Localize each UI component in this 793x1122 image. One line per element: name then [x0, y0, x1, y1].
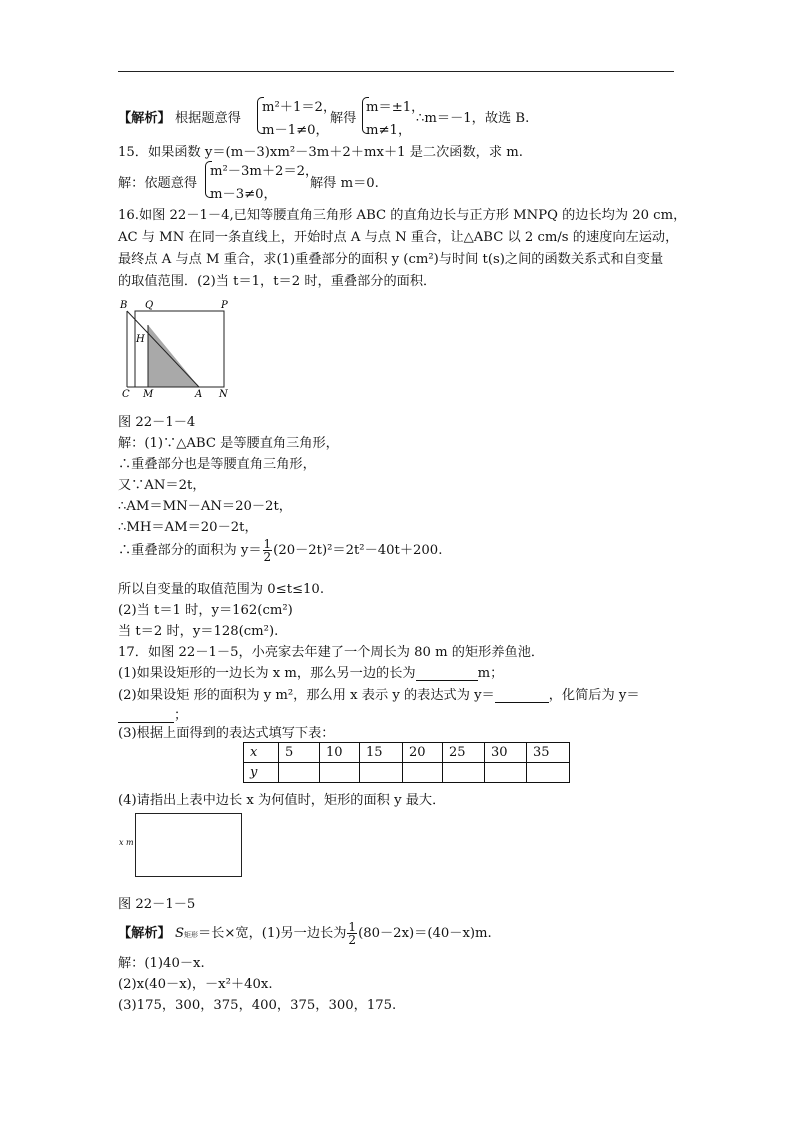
q15-question: 15．如果函数 y＝(m－3)xm²－3m＋2＋mx＋1 是二次函数，求 m.: [118, 145, 523, 160]
q17-solution-1: 解：(1)40－x.: [118, 956, 205, 971]
top-rule: [118, 71, 674, 72]
table-cell[interactable]: [360, 763, 403, 783]
q17-solution-3: (3)175，300，375，400，375，300，175.: [118, 998, 397, 1013]
part-1-text: (1)如果设矩形的一边长为 x m，那么另一边的长为: [118, 666, 416, 681]
table-row: [244, 763, 570, 783]
q14-system-2-row-2: m≠1，: [366, 123, 412, 138]
label-c: C: [122, 389, 130, 400]
q16-line-3: 最终点 A 与点 M 重合，求(1)重叠部分的面积 y (cm²)与时间 t(s)之间的函数关系式和自变量: [118, 252, 664, 267]
q16-solution-2: ∴重叠部分也是等腰直角三角形，: [118, 457, 316, 472]
fraction: [347, 921, 357, 946]
q15-lead: 解：依题意得: [118, 176, 198, 191]
q16-solution-1: 解：(1)∵△ABC 是等腰直角三角形，: [118, 436, 339, 451]
figure-22-1-4: [115, 298, 245, 400]
figure-caption: 图 22－1－5: [118, 897, 196, 912]
answer-blank[interactable]: [495, 687, 549, 703]
analysis-tag: 【解析】: [118, 926, 171, 941]
q16-solution-3: 又∵AN＝2t，: [118, 478, 206, 493]
q15-system-row-1: m²－3m＋2＝2，: [210, 164, 319, 179]
analysis-post: (80－2x)＝(40－x)m.: [358, 926, 492, 941]
q16-area-formula: [118, 538, 442, 563]
q14-tail: ∴m＝－1，故选 B.: [416, 111, 530, 126]
q16-line-4: 的取值范围．(2)当 t＝1，t＝2 时，重叠部分的面积．: [118, 274, 437, 289]
denominator: 2: [263, 550, 272, 564]
label-p: P: [221, 300, 228, 311]
q15-tail: 解得 m＝0.: [310, 176, 379, 191]
q16-answer-1: (2)当 t＝1 时，y＝162(cm²): [118, 603, 293, 618]
fraction: [263, 538, 273, 563]
q17-solution-2: (2)x(40－x)，－x²＋40x.: [118, 977, 273, 992]
q17-analysis: [118, 921, 492, 946]
numerator: 1: [348, 920, 357, 934]
answer-blank[interactable]: [118, 707, 174, 723]
analysis-mid: ＝长×宽，(1)另一边长为: [198, 926, 347, 941]
part-2-mid: ，化简后为 y＝: [548, 688, 640, 703]
q17-part-1: [118, 662, 503, 681]
area-suffix: (20－2t)²＝2t²－40t＋200.: [273, 543, 443, 558]
table-cell: y: [244, 763, 279, 783]
value-table: [243, 742, 570, 783]
q16-solution-5: ∴MH＝AM＝20－2t，: [118, 520, 258, 535]
label-a: A: [195, 389, 203, 400]
q17-part-4: (4)请指出上表中边长 x 为何值时，矩形的面积 y 最大．: [118, 793, 446, 808]
q16-line-2: AC 与 MN 在同一条直线上，开始时点 A 与点 N 重合，让△ABC 以 2 cm/s 的速度向左运动，: [118, 230, 679, 245]
area-symbol: S: [174, 926, 184, 941]
q16-range: 所以自变量的取值范围为 0≤t≤10.: [118, 582, 325, 597]
figure-caption: 图 22－1－4: [118, 415, 196, 430]
table-cell: 5: [279, 743, 320, 763]
label-b: B: [120, 300, 128, 311]
numerator: 1: [263, 537, 272, 551]
denominator: 2: [348, 933, 357, 947]
q14-system-2-row-1: m＝±1，: [366, 100, 425, 115]
label-n: N: [219, 389, 228, 400]
part-2-text: (2)如果设矩 形的面积为 y m²，那么用 x 表示 y 的表达式为 y＝: [118, 688, 495, 703]
q14-lead: 根据题意得: [174, 111, 241, 126]
table-cell: 30: [485, 743, 527, 763]
label-m: M: [143, 389, 154, 400]
area-prefix: ∴重叠部分的面积为 y＝: [118, 543, 262, 558]
table-cell: 20: [403, 743, 443, 763]
table-cell[interactable]: [443, 763, 485, 783]
q16-line-1: 16.如图 22－1－4,已知等腰直角三角形 ABC 的直角边长与正方形 MNPQ 的边长均为 20 cm，: [118, 208, 687, 223]
table-cell: x: [244, 743, 279, 763]
q16-answer-2: 当 t＝2 时，y＝128(cm²).: [118, 624, 279, 639]
table-cell[interactable]: [320, 763, 360, 783]
label-q: Q: [145, 300, 154, 311]
table-cell: 15: [360, 743, 403, 763]
overlap-triangle: [148, 325, 199, 387]
q15-system-row-2: m－3≠0，: [210, 187, 277, 202]
table-cell[interactable]: [403, 763, 443, 783]
part-2-end: ；: [174, 708, 188, 723]
rect-side-label: x m: [119, 838, 134, 847]
q17-part-3: (3)根据上面得到的表达式填写下表：: [118, 726, 335, 741]
analysis-tag: 【解析】: [118, 111, 171, 126]
q14-analysis: [118, 107, 241, 126]
table-cell: 10: [320, 743, 360, 763]
figure-22-1-5-rectangle: [135, 813, 242, 877]
part-1-unit: m；: [477, 666, 504, 681]
q14-system-1-row-2: m－1≠0，: [262, 123, 329, 138]
table-row: [244, 743, 570, 763]
q17-part-2-end: [118, 704, 187, 723]
table-cell[interactable]: [279, 763, 320, 783]
area-subscript: 矩形: [184, 931, 198, 939]
table-cell[interactable]: [527, 763, 570, 783]
table-cell: 35: [527, 743, 570, 763]
answer-blank[interactable]: [416, 665, 478, 681]
q17-question: 17．如图 22－1－5，小亮家去年建了一个周长为 80 m 的矩形养鱼池．: [118, 645, 545, 660]
q14-system-1-row-1: m²＋1＝2，: [262, 100, 337, 115]
q16-solution-4: ∴AM＝MN－AN＝20－2t，: [118, 499, 292, 514]
label-h: H: [136, 334, 145, 345]
q17-part-2: [118, 684, 640, 703]
q14-mid: 解得: [330, 111, 357, 126]
table-cell[interactable]: [485, 763, 527, 783]
table-cell: 25: [443, 743, 485, 763]
